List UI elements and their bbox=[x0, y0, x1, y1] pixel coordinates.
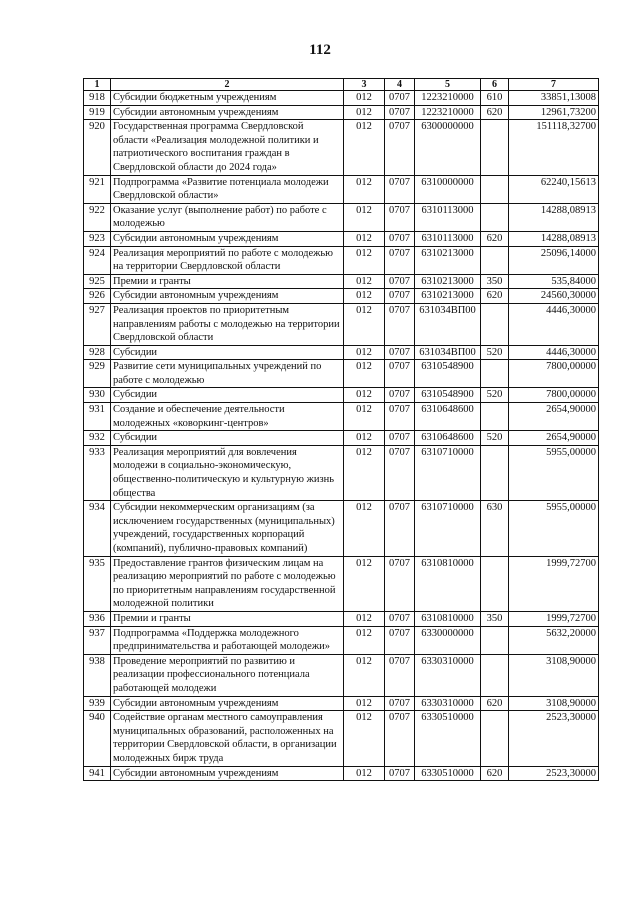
row-col3: 012 bbox=[344, 360, 385, 388]
row-name: Реализация мероприятий для вовлечения молодежи в социально-экономическую, общественно-политическую и культурную жизнь общества bbox=[111, 445, 344, 500]
table-row bbox=[84, 766, 599, 781]
row-col4: 0707 bbox=[385, 289, 415, 304]
table-row bbox=[84, 711, 599, 766]
row-amount: 5955,00000 bbox=[509, 501, 599, 556]
row-name: Субсидии bbox=[111, 431, 344, 446]
row-col5: 6310213000 bbox=[415, 246, 481, 274]
row-amount: 2654,90000 bbox=[509, 431, 599, 446]
row-number: 941 bbox=[84, 766, 111, 781]
row-col5: 6310213000 bbox=[415, 289, 481, 304]
budget-table bbox=[83, 78, 599, 781]
row-col6: 620 bbox=[481, 766, 509, 781]
row-number: 930 bbox=[84, 388, 111, 403]
row-number: 929 bbox=[84, 360, 111, 388]
row-col6: 520 bbox=[481, 388, 509, 403]
row-name: Субсидии bbox=[111, 388, 344, 403]
row-number: 919 bbox=[84, 105, 111, 120]
row-col5: 6310710000 bbox=[415, 501, 481, 556]
row-name: Подпрограмма «Развитие потенциала молодежи Свердловской области» bbox=[111, 175, 344, 203]
row-col6: 630 bbox=[481, 501, 509, 556]
row-col3: 012 bbox=[344, 203, 385, 231]
row-col6: 520 bbox=[481, 431, 509, 446]
row-col6: 350 bbox=[481, 274, 509, 289]
row-col3: 012 bbox=[344, 403, 385, 431]
table-row bbox=[84, 91, 599, 106]
row-col6: 520 bbox=[481, 345, 509, 360]
row-amount: 62240,15613 bbox=[509, 175, 599, 203]
row-amount: 25096,14000 bbox=[509, 246, 599, 274]
row-col3: 012 bbox=[344, 175, 385, 203]
row-name: Субсидии некоммерческим организациям (за исключением государственных (муниципальных) учреждений, государственных корпораций (компаний), публично-правовых компаний) bbox=[111, 501, 344, 556]
row-col4: 0707 bbox=[385, 388, 415, 403]
row-col3: 012 bbox=[344, 105, 385, 120]
row-number: 931 bbox=[84, 403, 111, 431]
row-col6 bbox=[481, 445, 509, 500]
row-col3: 012 bbox=[344, 274, 385, 289]
row-amount: 14288,08913 bbox=[509, 231, 599, 246]
column-header: 2 bbox=[111, 79, 344, 91]
table-header-row bbox=[84, 79, 599, 91]
row-col4: 0707 bbox=[385, 345, 415, 360]
row-col6: 620 bbox=[481, 231, 509, 246]
row-col5: 6310810000 bbox=[415, 611, 481, 626]
row-col6 bbox=[481, 246, 509, 274]
table-row bbox=[84, 203, 599, 231]
row-col5: 6330310000 bbox=[415, 654, 481, 696]
row-col4: 0707 bbox=[385, 766, 415, 781]
row-name: Реализация мероприятий по работе с молодежью на территории Свердловской области bbox=[111, 246, 344, 274]
row-name: Субсидии автономным учреждениям bbox=[111, 289, 344, 304]
row-amount: 4446,30000 bbox=[509, 345, 599, 360]
row-col5: 6310113000 bbox=[415, 203, 481, 231]
row-name: Реализация проектов по приоритетным направлениям работы с молодежью на территории Свердловской области bbox=[111, 303, 344, 345]
row-number: 928 bbox=[84, 345, 111, 360]
table-row bbox=[84, 360, 599, 388]
row-amount: 5632,20000 bbox=[509, 626, 599, 654]
row-name: Развитие сети муниципальных учреждений по работе с молодежью bbox=[111, 360, 344, 388]
row-col6 bbox=[481, 120, 509, 175]
row-col4: 0707 bbox=[385, 403, 415, 431]
row-number: 939 bbox=[84, 696, 111, 711]
row-col5: 631034ВП00 bbox=[415, 345, 481, 360]
row-name: Подпрограмма «Поддержка молодежного предпринимательства и работающей молодежи» bbox=[111, 626, 344, 654]
row-name: Субсидии автономным учреждениям bbox=[111, 105, 344, 120]
row-amount: 33851,13008 bbox=[509, 91, 599, 106]
row-col5: 6310213000 bbox=[415, 274, 481, 289]
row-col6 bbox=[481, 175, 509, 203]
row-amount: 12961,73200 bbox=[509, 105, 599, 120]
table-row bbox=[84, 289, 599, 304]
row-name: Субсидии автономным учреждениям bbox=[111, 231, 344, 246]
row-col4: 0707 bbox=[385, 556, 415, 611]
row-name: Государственная программа Свердловской области «Реализация молодежной политики и патриотического воспитания граждан в Свердловской области до 2024 года» bbox=[111, 120, 344, 175]
row-name: Премии и гранты bbox=[111, 274, 344, 289]
row-number: 922 bbox=[84, 203, 111, 231]
row-col5: 6310648600 bbox=[415, 403, 481, 431]
table-row bbox=[84, 274, 599, 289]
row-name: Премии и гранты bbox=[111, 611, 344, 626]
row-col5: 1223210000 bbox=[415, 91, 481, 106]
row-amount: 535,84000 bbox=[509, 274, 599, 289]
row-amount: 2654,90000 bbox=[509, 403, 599, 431]
row-col6 bbox=[481, 403, 509, 431]
row-col4: 0707 bbox=[385, 246, 415, 274]
row-col4: 0707 bbox=[385, 120, 415, 175]
row-number: 927 bbox=[84, 303, 111, 345]
row-col3: 012 bbox=[344, 711, 385, 766]
row-number: 925 bbox=[84, 274, 111, 289]
row-col6 bbox=[481, 303, 509, 345]
row-col4: 0707 bbox=[385, 203, 415, 231]
table-row bbox=[84, 611, 599, 626]
table-row bbox=[84, 175, 599, 203]
table-row bbox=[84, 501, 599, 556]
row-number: 918 bbox=[84, 91, 111, 106]
row-name: Содействие органам местного самоуправления муниципальных образований, расположенных на территории Свердловской области, в организации молодежных бирж труда bbox=[111, 711, 344, 766]
row-col4: 0707 bbox=[385, 105, 415, 120]
table-body bbox=[84, 91, 599, 781]
row-col3: 012 bbox=[344, 611, 385, 626]
row-number: 937 bbox=[84, 626, 111, 654]
row-col3: 012 bbox=[344, 231, 385, 246]
table-row bbox=[84, 696, 599, 711]
table-row bbox=[84, 626, 599, 654]
row-number: 924 bbox=[84, 246, 111, 274]
row-amount: 14288,08913 bbox=[509, 203, 599, 231]
table-row bbox=[84, 445, 599, 500]
row-name: Предоставление грантов физическим лицам на реализацию мероприятий по работе с молодежью по приоритетным направлениям государственной молодежной политики bbox=[111, 556, 344, 611]
table-row bbox=[84, 303, 599, 345]
row-amount: 3108,90000 bbox=[509, 696, 599, 711]
row-col3: 012 bbox=[344, 246, 385, 274]
table-row bbox=[84, 105, 599, 120]
row-col4: 0707 bbox=[385, 501, 415, 556]
row-col6: 620 bbox=[481, 105, 509, 120]
row-col4: 0707 bbox=[385, 231, 415, 246]
row-amount: 7800,00000 bbox=[509, 360, 599, 388]
row-col6: 620 bbox=[481, 696, 509, 711]
row-col5: 6330510000 bbox=[415, 766, 481, 781]
row-col5: 6310113000 bbox=[415, 231, 481, 246]
row-name: Субсидии автономным учреждениям bbox=[111, 696, 344, 711]
row-number: 920 bbox=[84, 120, 111, 175]
row-amount: 1999,72700 bbox=[509, 556, 599, 611]
row-col6 bbox=[481, 711, 509, 766]
row-col3: 012 bbox=[344, 626, 385, 654]
row-col6: 620 bbox=[481, 289, 509, 304]
row-col4: 0707 bbox=[385, 445, 415, 500]
row-col4: 0707 bbox=[385, 696, 415, 711]
row-col3: 012 bbox=[344, 431, 385, 446]
row-col5: 6310710000 bbox=[415, 445, 481, 500]
row-col6: 350 bbox=[481, 611, 509, 626]
row-name: Проведение мероприятий по развитию и реализации профессионального потенциала работающей молодежи bbox=[111, 654, 344, 696]
row-col5: 6300000000 bbox=[415, 120, 481, 175]
row-name: Создание и обеспечение деятельности молодежных «коворкинг-центров» bbox=[111, 403, 344, 431]
row-col3: 012 bbox=[344, 345, 385, 360]
row-col3: 012 bbox=[344, 445, 385, 500]
page-number: 112 bbox=[309, 42, 331, 58]
row-number: 933 bbox=[84, 445, 111, 500]
table-row bbox=[84, 231, 599, 246]
row-col5: 6330510000 bbox=[415, 711, 481, 766]
row-col3: 012 bbox=[344, 501, 385, 556]
row-amount: 24560,30000 bbox=[509, 289, 599, 304]
row-number: 940 bbox=[84, 711, 111, 766]
row-number: 923 bbox=[84, 231, 111, 246]
row-amount: 4446,30000 bbox=[509, 303, 599, 345]
column-header: 5 bbox=[415, 79, 481, 91]
column-header: 4 bbox=[385, 79, 415, 91]
row-col6 bbox=[481, 556, 509, 611]
row-col3: 012 bbox=[344, 91, 385, 106]
row-amount: 2523,30000 bbox=[509, 711, 599, 766]
row-col3: 012 bbox=[344, 303, 385, 345]
row-col4: 0707 bbox=[385, 611, 415, 626]
row-number: 935 bbox=[84, 556, 111, 611]
row-amount: 2523,30000 bbox=[509, 766, 599, 781]
row-col3: 012 bbox=[344, 766, 385, 781]
row-amount: 151118,32700 bbox=[509, 120, 599, 175]
row-col4: 0707 bbox=[385, 91, 415, 106]
row-amount: 7800,00000 bbox=[509, 388, 599, 403]
row-number: 936 bbox=[84, 611, 111, 626]
row-name: Субсидии bbox=[111, 345, 344, 360]
table-row bbox=[84, 654, 599, 696]
row-col3: 012 bbox=[344, 388, 385, 403]
row-col5: 631034ВП00 bbox=[415, 303, 481, 345]
row-col4: 0707 bbox=[385, 303, 415, 345]
table-row bbox=[84, 246, 599, 274]
row-col5: 6330310000 bbox=[415, 696, 481, 711]
row-col5: 6310548900 bbox=[415, 360, 481, 388]
row-col3: 012 bbox=[344, 556, 385, 611]
table-row bbox=[84, 431, 599, 446]
row-col4: 0707 bbox=[385, 360, 415, 388]
row-name: Субсидии автономным учреждениям bbox=[111, 766, 344, 781]
row-name: Субсидии бюджетным учреждениям bbox=[111, 91, 344, 106]
row-col5: 6310548900 bbox=[415, 388, 481, 403]
table-row bbox=[84, 556, 599, 611]
column-header: 3 bbox=[344, 79, 385, 91]
row-name: Оказание услуг (выполнение работ) по работе с молодежью bbox=[111, 203, 344, 231]
row-number: 938 bbox=[84, 654, 111, 696]
row-col5: 6310648600 bbox=[415, 431, 481, 446]
row-col4: 0707 bbox=[385, 175, 415, 203]
table-row bbox=[84, 120, 599, 175]
row-col4: 0707 bbox=[385, 711, 415, 766]
table-row bbox=[84, 403, 599, 431]
row-amount: 3108,90000 bbox=[509, 654, 599, 696]
row-col5: 1223210000 bbox=[415, 105, 481, 120]
table-row bbox=[84, 345, 599, 360]
row-col3: 012 bbox=[344, 289, 385, 304]
row-amount: 1999,72700 bbox=[509, 611, 599, 626]
row-col6: 610 bbox=[481, 91, 509, 106]
row-col5: 6310810000 bbox=[415, 556, 481, 611]
column-header: 1 bbox=[84, 79, 111, 91]
row-col3: 012 bbox=[344, 696, 385, 711]
row-col6 bbox=[481, 203, 509, 231]
row-col4: 0707 bbox=[385, 431, 415, 446]
row-number: 932 bbox=[84, 431, 111, 446]
row-amount: 5955,00000 bbox=[509, 445, 599, 500]
row-number: 926 bbox=[84, 289, 111, 304]
row-col5: 6330000000 bbox=[415, 626, 481, 654]
row-col4: 0707 bbox=[385, 654, 415, 696]
row-number: 921 bbox=[84, 175, 111, 203]
table-row bbox=[84, 388, 599, 403]
row-number: 934 bbox=[84, 501, 111, 556]
row-col6 bbox=[481, 654, 509, 696]
row-col5: 6310000000 bbox=[415, 175, 481, 203]
row-col3: 012 bbox=[344, 120, 385, 175]
row-col4: 0707 bbox=[385, 626, 415, 654]
row-col3: 012 bbox=[344, 654, 385, 696]
row-col6 bbox=[481, 360, 509, 388]
column-header: 6 bbox=[481, 79, 509, 91]
row-col6 bbox=[481, 626, 509, 654]
column-header: 7 bbox=[509, 79, 599, 91]
row-col4: 0707 bbox=[385, 274, 415, 289]
